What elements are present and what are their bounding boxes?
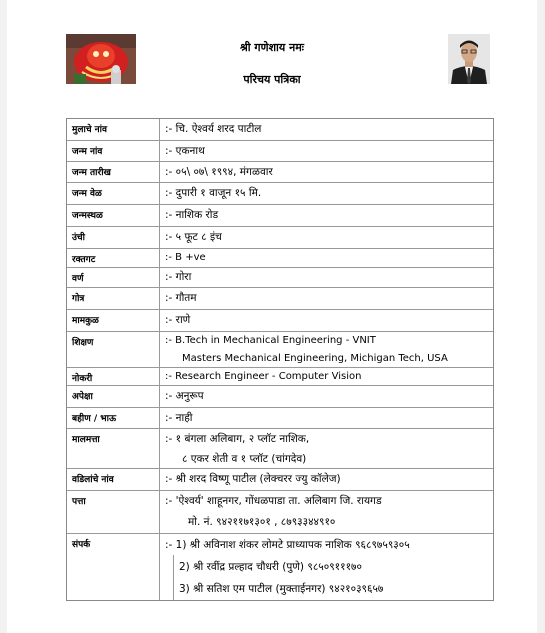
row-job xyxy=(67,368,493,386)
row-complexion xyxy=(67,268,493,288)
row-expectation xyxy=(67,386,493,408)
label-name: मुलाचे नांव xyxy=(67,119,160,140)
row-education xyxy=(67,332,493,368)
row-contact xyxy=(67,534,493,600)
value-siblings: :- नाही xyxy=(165,412,193,424)
biodata-table xyxy=(66,118,494,601)
biodata-page xyxy=(7,0,537,633)
label-birth-date: जन्म तारीख xyxy=(67,162,160,182)
label-mamkul: मामकुळ xyxy=(67,310,160,331)
value-father-name: :- श्री शरद विष्णू पाटील (लेक्चरर ज्यु कॉलेज) xyxy=(165,473,341,485)
value-blood-group: :- B +ve xyxy=(165,252,206,263)
row-blood-group xyxy=(67,249,493,268)
value-education: :- B.Tech in Mechanical Engineering - VNIT Masters Mechanical Engineering, Michigan Tech, USA xyxy=(165,335,448,364)
row-father-name xyxy=(67,469,493,491)
row-birth-place xyxy=(67,205,493,227)
label-blood-group: रक्तगट xyxy=(67,249,160,267)
value-birth-time: :- दुपारी १ वाजून १५ मि. xyxy=(165,187,262,199)
value-address: :- 'ऐश्वर्य' शाहूनगर, गोंधळपाडा ता. अलिबाग जि. रायगड मो. नं. ९४२११७१३०१ , ८७९३३४४९१० xyxy=(165,495,382,528)
row-birth-date xyxy=(67,162,493,183)
value-complexion: :- गोरा xyxy=(165,271,192,283)
label-father-name: वडिलांचे नांव xyxy=(67,469,160,490)
label-siblings: बहीण / भाऊ xyxy=(67,408,160,428)
value-job: :- Research Engineer - Computer Vision xyxy=(165,371,362,382)
label-education: शिक्षण xyxy=(67,332,160,367)
row-address xyxy=(67,491,493,534)
value-janma-name: :- एकनाथ xyxy=(165,145,205,157)
label-janma-name: जन्म नांव xyxy=(67,141,160,161)
value-name: :- चि. ऐश्वर्य शरद पाटील xyxy=(165,123,262,135)
invocation-heading: श्री गणेशाय नमः xyxy=(239,41,305,54)
label-job: नोकरी xyxy=(67,368,160,385)
label-expectation: अपेक्षा xyxy=(67,386,160,407)
label-birth-place: जन्मस्थळ xyxy=(67,205,160,226)
row-name xyxy=(67,119,493,141)
label-address: पत्ता xyxy=(67,491,160,533)
label-complexion: वर्ण xyxy=(67,268,160,287)
label-birth-time: जन्म वेळ xyxy=(67,183,160,204)
label-height: उंची xyxy=(67,227,160,248)
row-siblings xyxy=(67,408,493,429)
value-height: :- ५ फूट ८ इंच xyxy=(165,231,222,243)
value-mamkul: :- राणे xyxy=(165,314,191,326)
value-property: :- १ बंगला अलिबाग, २ प्लॉट नाशिक, ८ एकर शेती व १ प्लॉट (चांगदेव) xyxy=(165,433,310,465)
row-birth-time xyxy=(67,183,493,205)
value-gotra: :- गौतम xyxy=(165,292,197,304)
contact-divider xyxy=(173,555,174,600)
value-contact: :- 1) श्री अविनाश शंकर लोमटे प्राध्यापक नाशिक ९६८९७५९३०५ 2) श्री रवींद्र प्रल्हाद चौधरी (पुणे) ९८५०९१११७० 3) श्री सतिश एम पाटील (मुक्ताईनगर) ९४२१०३९६५७ xyxy=(165,539,410,595)
row-height xyxy=(67,227,493,249)
row-gotra xyxy=(67,288,493,310)
label-gotra: गोत्र xyxy=(67,288,160,309)
row-mamkul xyxy=(67,310,493,332)
value-expectation: :- अनुरूप xyxy=(165,390,204,402)
row-janma-name xyxy=(67,141,493,162)
row-property xyxy=(67,429,493,469)
value-birth-place: :- नाशिक रोड xyxy=(165,209,219,221)
value-birth-date: :- ०५\ ०७\ १९९४, मंगळवार xyxy=(165,166,273,178)
label-property: मालमत्ता xyxy=(67,429,160,468)
document-title: परिचय पत्रिका xyxy=(243,73,301,86)
label-contact: संपर्क xyxy=(67,534,160,600)
